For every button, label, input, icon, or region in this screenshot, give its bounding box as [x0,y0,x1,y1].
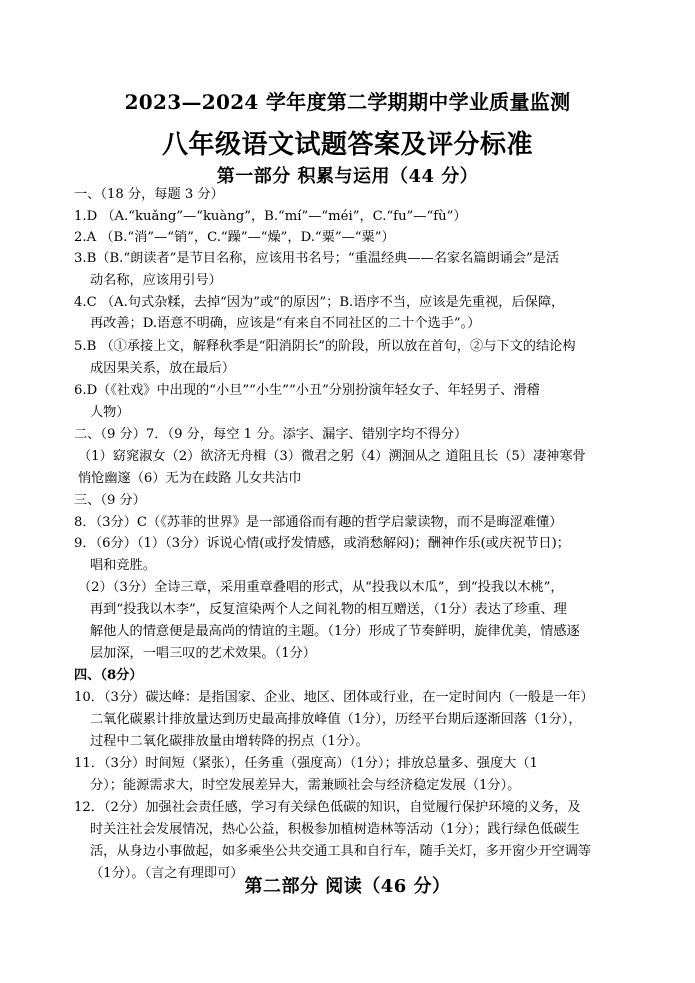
part1-heading: 第一部分 积累与运用（44 分） [216,166,479,187]
answer-line: 4.C （A.句式杂糅，去掉“因为”或“的原因”；B.语序不当，应该是先重视，后保障， [74,295,565,310]
exam-title: 2023—2024 学年度第二学期期中学业质量监测 [124,90,571,114]
answer-line: （1分）。（言之有理即可） [90,866,244,881]
answer-line: 分）；能源需求大，时空发展差异大，需兼顾社会与经济稳定发展（1分）。 [90,778,521,793]
answer-line: 6.D（《社戏》中出现的“小旦”“小生”“小丑”分别扮演年轻女子、年轻男子、滑稽 [74,383,540,398]
answer-line: 时关注社会发展情况，热心公益，积极参加植树造林等活动（1分）；践行绿色低碳生 [90,822,580,837]
answer-line: 11．（3分）时间短（紧张），任务重（强度高）（1分）；排放总量多、强度大（1 [74,756,538,771]
section-heading: 一、（18 分，每题 3 分） [74,187,224,202]
answer-line: 3.B（B.“朗读者”是节目名称，应该用书名号；“重温经典——名家名篇朗诵会”是活 [74,251,560,266]
section-heading: 二、（9 分）7．（9 分，每空 1 分。添字、漏字、错别字均不得分） [74,427,468,442]
answer-line: 悄怆幽邃（6）无为在歧路 儿女共沾巾 [78,471,302,486]
answer-line: 12．（2分）加强社会责任感，学习有关绿色低碳的知识，自觉履行保护环境的义务，及 [74,800,581,815]
answer-line: 过程中二氧化碳排放量由增转降的拐点（1分）。 [90,734,369,749]
answer-line: 活，从身边小事做起，如多乘坐公共交通工具和自行车，随手关灯，多开窗少开空调等 [90,844,592,859]
part2-heading: 第二部分 阅读（46 分） [244,876,451,897]
answer-line: 动名称，应该用引号） [90,273,222,288]
answer-line: 再到“投我以木李”，反复渲染两个人之间礼物的相互赠送，（1分）表达了珍重、理 [90,602,567,617]
answer-line: 8．（3分）C（《苏菲的世界》是一部通俗而有趣的哲学启蒙读物，而不是晦涩难懂） [74,515,563,530]
answer-line: 9．（6分）（1）（3分）诉说心情(或抒发情感，或消愁解闷)；酬神作乐(或庆祝节日)； [74,536,570,551]
answer-line: （2）（3分）全诗三章，采用重章叠唱的形式，从“投我以木瓜”，到“投我以木桃”， [78,580,564,595]
answer-line: 10．（3分）碳达峰：是指国家、企业、地区、团体或行业，在一定时间内（一般是一年） [74,690,594,705]
section-heading: 三、（9 分） [74,493,146,508]
answer-line: 再改善；D.语意不明确，应该是“有来自不同社区的二十个选手”。） [90,316,481,331]
answer-line: 1.D （A.“kuǎng”—“kuàng”，B.“mí”—“méi”，C.“fu”—“fù”） [74,209,467,224]
answer-line: 5.B （①承接上文，解释秋季是“阳消阴长”的阶段，所以放在首句，②与下文的结论构 [74,339,576,354]
answer-line: 二氧化碳累计排放量达到历史最高排放峰值（1分），历经平台期后逐渐回落（1分）， [90,712,582,727]
section-heading: 四、（8分） [74,668,143,683]
answer-line: （1）窈窕淑女（2）欲济无舟楫（3）微君之躬（4）溯洄从之 道阻且长（5）凄神寒骨 [78,449,586,464]
answer-line: 成因果关系，放在最后） [90,361,236,376]
answer-line: 人物） [90,405,130,420]
answer-line: 层加深，一唱三叹的艺术效果。（1分） [90,646,316,661]
answer-line: 唱和竞胜。 [90,558,156,573]
answer-key-title: 八年级语文试题答案及评分标准 [161,130,533,160]
answer-line: 解他人的情意便是最高尚的情谊的主题。（1分）形成了节奏鲜明，旋律优美，情感逐 [90,624,580,639]
answer-line: 2.A （B.“消”—“销”，C.“躁”—“燥”，D.“粟”—“粟”） [74,230,395,245]
